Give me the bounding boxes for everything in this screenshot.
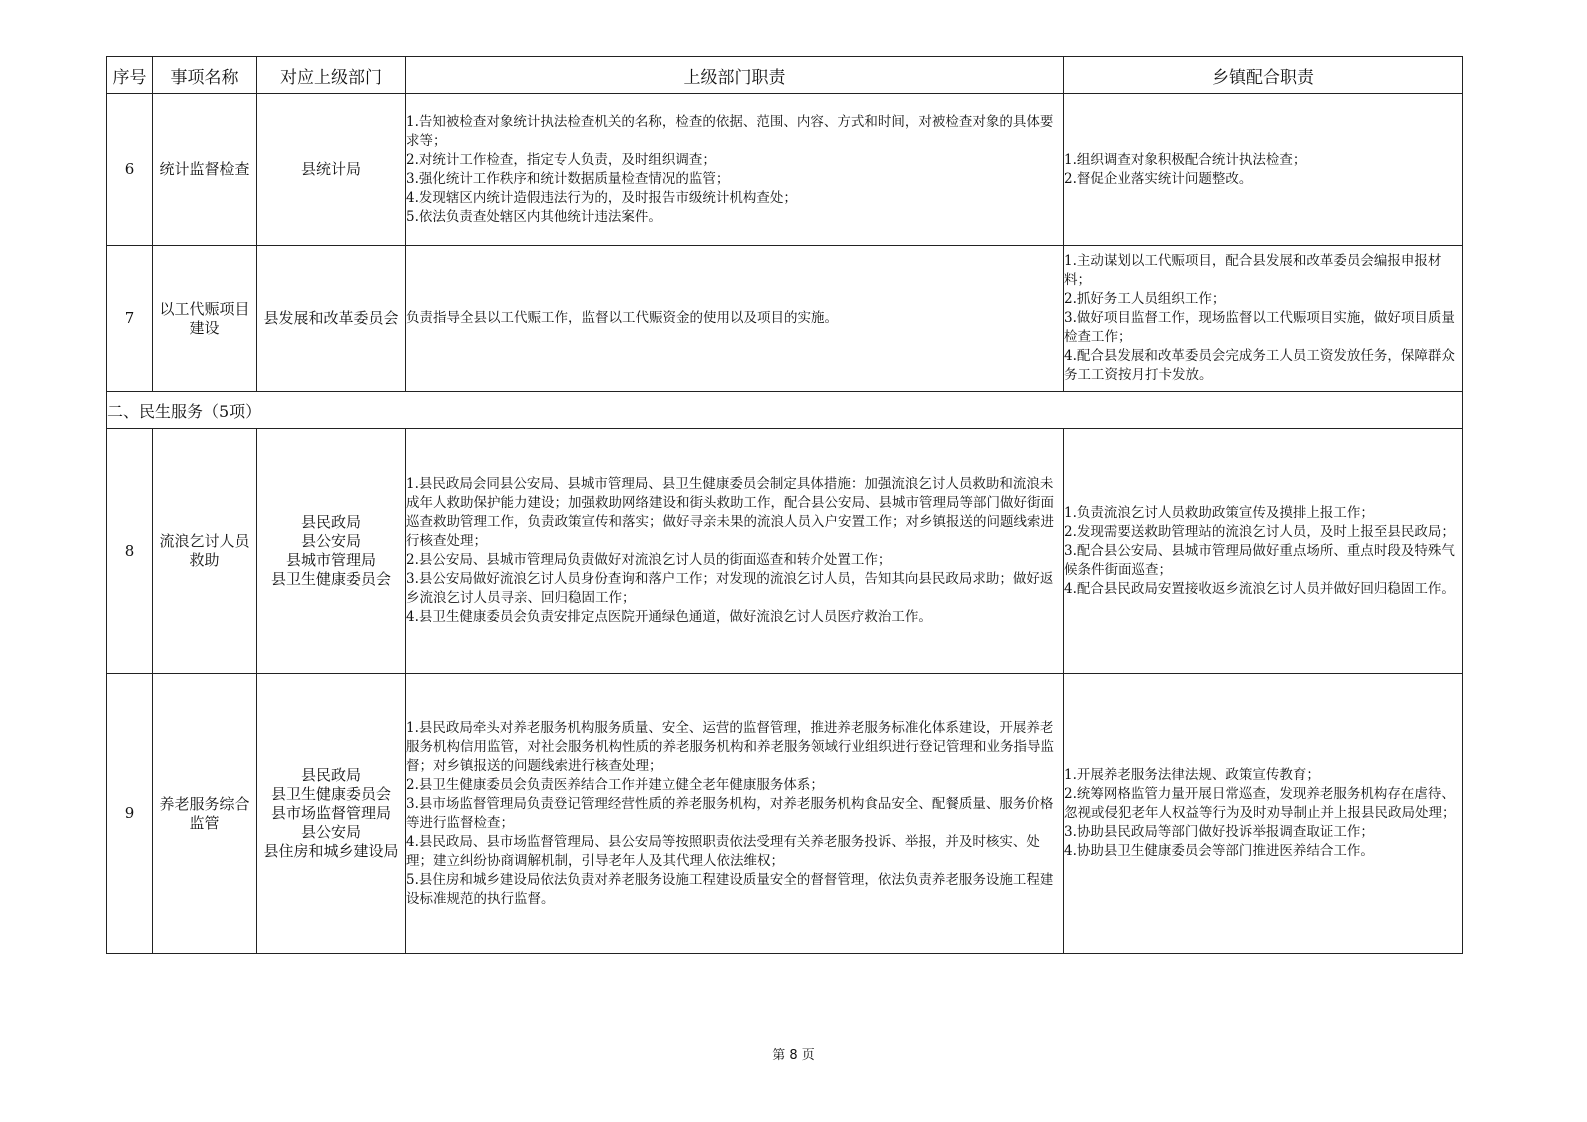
section-title: 二、民生服务（5项） — [107, 392, 1463, 429]
row-department — [257, 94, 406, 246]
cell-line: 2.抓好务工人员组织工作； — [1064, 291, 1226, 307]
cell-line: 1.负责流浪乞讨人员救助政策宣传及摸排上报工作； — [1064, 504, 1374, 521]
header-town-duty: 乡镇配合职责 — [1064, 57, 1463, 94]
header-item-name: 事项名称 — [153, 57, 257, 94]
cell-line: 负责指导全县以工代赈工作，监督以工代赈资金的使用以及项目的实施。 — [406, 310, 838, 326]
cell-line: 1.县民政局会同县公安局、县城市管理局、县卫生健康委员会制定具体措施：加强流浪乞讨人员救助和流浪未成年人救助保护能力建设；加强救助网络建设和街头救助工作，配合县公安局、县城市管理局等部门做好街面巡查救助管理工作，负责政策宣传和落实；做好寻亲未果的流浪人员入户安置工作；对乡镇报送的问题线索进行核查处理； — [406, 476, 1054, 549]
cell-line: 县公安局 — [300, 823, 361, 841]
cell-line: 3.县公安局做好流浪乞讨人员身份查询和落户工作；对发现的流浪乞讨人员，告知其向县民政局求助；做好返乡流浪乞讨人员寻亲、回归稳固工作； — [406, 571, 1054, 606]
row-seq: 9 — [107, 674, 153, 954]
row-department — [257, 246, 406, 392]
cell-line: 县卫生健康委员会 — [270, 785, 391, 803]
table-row — [107, 674, 1463, 954]
row-item-name — [153, 94, 257, 246]
row-item-name — [153, 246, 257, 392]
cell-line: 4.配合县发展和改革委员会完成务工人员工资发放任务，保障群众务工工资按月打卡发放。 — [1064, 348, 1455, 383]
row-upper-duty — [406, 674, 1064, 954]
table-row — [107, 94, 1463, 246]
cell-line: 建设 — [189, 318, 220, 337]
cell-line: 监管 — [189, 813, 220, 832]
section-row — [107, 392, 1463, 429]
row-town-duty — [1064, 429, 1463, 674]
cell-line: 4.发现辖区内统计造假违法行为的，及时报告市级统计机构查处； — [406, 189, 797, 206]
header-upper-duty: 上级部门职责 — [406, 57, 1064, 94]
row-upper-duty — [406, 429, 1064, 674]
cell-line: 县卫生健康委员会 — [270, 570, 391, 588]
cell-line: 县城市管理局 — [285, 551, 376, 569]
page-number: 第 8 页 — [772, 1048, 815, 1063]
cell-line: 5.依法负责查处辖区内其他统计违法案件。 — [406, 208, 662, 225]
row-town-duty — [1064, 94, 1463, 246]
cell-line: 3.强化统计工作秩序和统计数据质量检查情况的监管； — [406, 170, 730, 187]
header-seq: 序号 — [107, 57, 153, 94]
cell-line: 2.发现需要送救助管理站的流浪乞讨人员，及时上报至县民政局； — [1064, 523, 1455, 540]
table-row — [107, 246, 1463, 392]
cell-line: 县民政局 — [300, 766, 361, 784]
row-item-name — [153, 674, 257, 954]
cell-line: 3.做好项目监督工作，现场监督以工代赈项目实施，做好项目质量检查工作； — [1064, 310, 1455, 345]
cell-line: 县统计局 — [300, 160, 361, 178]
cell-line: 救助 — [189, 551, 220, 569]
cell-line: 1.告知被检查对象统计执法检查机关的名称，检查的依据、范围、内容、方式和时间，对被检查对象的具体要求等； — [406, 113, 1054, 149]
duty-table — [106, 56, 1463, 954]
header-department: 对应上级部门 — [257, 57, 406, 94]
cell-line: 县市场监督管理局 — [270, 804, 391, 822]
cell-line: 以工代赈项目 — [159, 299, 250, 318]
table-header-row — [107, 57, 1463, 94]
table-row — [107, 429, 1463, 674]
cell-line: 统计监督检查 — [159, 160, 250, 178]
cell-line: 县民政局 — [300, 513, 361, 531]
cell-line: 2.县公安局、县城市管理局负责做好对流浪乞讨人员的街面巡查和转介处置工作； — [406, 552, 892, 568]
cell-line: 4.县卫生健康委员会负责安排定点医院开通绿色通道，做好流浪乞讨人员医疗救治工作。 — [406, 609, 932, 625]
row-upper-duty — [406, 246, 1064, 392]
cell-line: 4.配合县民政局安置接收返乡流浪乞讨人员并做好回归稳固工作。 — [1064, 580, 1455, 597]
cell-line: 1.开展养老服务法律法规、政策宣传教育； — [1064, 767, 1320, 783]
row-department — [257, 429, 406, 674]
cell-line: 2.对统计工作检查，指定专人负责，及时组织调查； — [406, 151, 716, 168]
row-seq: 8 — [107, 429, 153, 674]
cell-line: 4.县民政局、县市场监督管理局、县公安局等按照职责依法受理有关养老服务投诉、举报，并及时核实、处理；建立纠纷协商调解机制，引导老年人及其代理人依法维权； — [406, 833, 1040, 869]
cell-line: 1.组织调查对象积极配合统计执法检查； — [1064, 151, 1307, 168]
cell-line: 5.县住房和城乡建设局依法负责对养老服务设施工程建设质量安全的督督管理，依法负责养老服务设施工程建设标准规范的执行监督。 — [406, 871, 1054, 907]
row-seq: 7 — [107, 246, 153, 392]
cell-line: 流浪乞讨人员 — [159, 532, 250, 550]
cell-line: 2.统筹网格监管力量开展日常巡查，发现养老服务机构存在虐待、忽视或侵犯老年人权益等行为及时劝导制止并上报县民政局处理； — [1064, 786, 1456, 821]
row-town-duty — [1064, 674, 1463, 954]
row-town-duty — [1064, 246, 1463, 392]
cell-line: 县发展和改革委员会 — [263, 309, 399, 327]
cell-line: 2.县卫生健康委员会负责医养结合工作并建立健全老年健康服务体系； — [406, 776, 824, 793]
cell-line: 养老服务综合 — [159, 794, 250, 813]
cell-line: 3.协助县民政局等部门做好投诉举报调查取证工作； — [1064, 824, 1374, 840]
cell-line: 4.协助县卫生健康委员会等部门推进医养结合工作。 — [1064, 843, 1374, 859]
cell-line: 3.县市场监督管理局负责登记管理经营性质的养老服务机构，对养老服务机构食品安全、配餐质量、服务价格等进行监督检查； — [406, 795, 1054, 831]
cell-line: 县住房和城乡建设局 — [263, 842, 399, 860]
cell-line: 3.配合县公安局、县城市管理局做好重点场所、重点时段及特殊气候条件街面巡查； — [1064, 542, 1455, 578]
row-seq: 6 — [107, 94, 153, 246]
row-upper-duty — [406, 94, 1064, 246]
cell-line: 县公安局 — [300, 532, 361, 550]
row-item-name — [153, 429, 257, 674]
cell-line: 1.县民政局牵头对养老服务机构服务质量、安全、运营的监督管理，推进养老服务标准化体系建设，开展养老服务机构信用监管，对社会服务机构性质的养老服务机构和养老服务领域行业组织进行登记管理和业务指导监督；对乡镇报送的问题线索进行核查处理； — [406, 719, 1054, 774]
row-department — [257, 674, 406, 954]
cell-line: 2.督促企业落实统计问题整改。 — [1064, 170, 1253, 187]
cell-line: 1.主动谋划以工代赈项目，配合县发展和改革委员会编报申报材料； — [1064, 253, 1442, 288]
